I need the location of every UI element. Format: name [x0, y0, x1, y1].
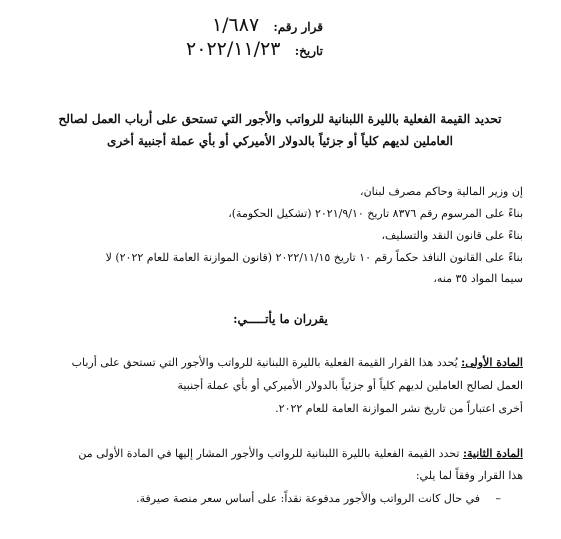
article-2-label: المادة الثانية:: [462, 447, 523, 460]
article-1-line-1: [23, 356, 523, 369]
preamble-line-3: بناءً على قانون النقد والتسليف،: [381, 229, 523, 242]
preamble-line-2: بناءً على المرسوم رقم ٨٣٧٦ تاريخ ٢٠٢١/٩/١٠ (تشكيل الحكومة)،: [228, 207, 523, 220]
article-2-text-1: تحدد القيمة الفعلية بالليرة اللبنانية للرواتب والأجور المشار إليها في المادة الأولى من: [78, 447, 460, 460]
decision-date-value: ٢٠٢٢/١١/٢٣: [186, 38, 281, 60]
article-2-bullet-1-text: في حال كانت الرواتب والأجور مدفوعة نقداً: على أساس سعر منصة صيرفة.: [136, 492, 480, 505]
preamble-line-1: إن وزير المالية وحاكم مصرف لبنان،: [360, 185, 523, 198]
decision-number-line: [212, 14, 323, 36]
article-1-label: المادة الأولى:: [461, 356, 523, 369]
decision-date-line: [186, 38, 323, 60]
preamble-line-5: سيما المواد ٣٥ منه،: [433, 272, 523, 285]
decision-number-label: قرار رقم:: [273, 20, 323, 34]
article-1-line-2: العمل لصالح العاملين لديهم كلياً أو جزئياً بالدولار الأميركي أو بأي عملة أجنبية: [177, 379, 523, 392]
article-1-text-1: يُحدد هذا القرار القيمة الفعلية بالليرة اللبنانية للرواتب والأجور التي تستحق على أرباب: [71, 356, 458, 369]
article-2-line-2: هذا القرار وفقاً لما يلي:: [415, 469, 523, 482]
bullet-dash: –: [495, 492, 501, 505]
decision-date-label: تاريخ:: [294, 44, 323, 58]
document-title-line-2: العاملين لديهم كلياً أو جزئياً بالدولار الأميركي أو بأي عملة أجنبية أخرى: [107, 134, 453, 148]
preamble-line-4: بناءً على القانون النافذ حكماً رقم ١٠ تاريخ ٢٠٢٢/١١/١٥ (قانون الموازنة العامة للعام ٢٠٢٢) لا: [105, 251, 523, 264]
decision-number-value: ١/٦٨٧: [211, 14, 260, 36]
article-2-line-1: [23, 447, 523, 460]
decide-heading: يقرران ما يأتـــــي:: [233, 312, 328, 326]
article-1-line-3: أخرى اعتباراً من تاريخ نشر الموازنة العامة للعام ٢٠٢٢.: [275, 402, 523, 415]
document-title-line-1: تحديد القيمة الفعلية بالليرة اللبنانية للرواتب والأجور التي تستحق على أرباب العمل لصالح: [58, 112, 502, 126]
article-2-bullet-1: [1, 492, 501, 505]
